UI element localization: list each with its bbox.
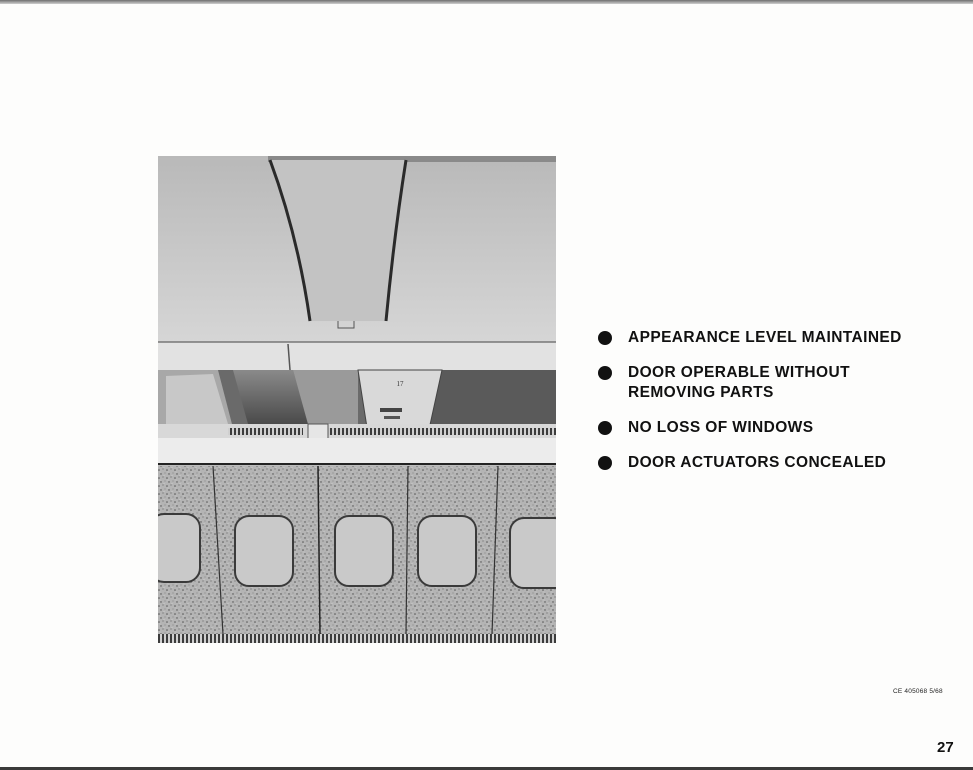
feature-item xyxy=(598,418,938,438)
feature-text: APPEARANCE LEVEL MAINTAINED xyxy=(628,329,902,346)
cabin-window xyxy=(418,516,476,586)
document-code: CE 405068 5/68 xyxy=(893,688,943,695)
page-number: 27 xyxy=(937,739,954,756)
bullet-dot-icon xyxy=(598,421,612,435)
cabin-window xyxy=(510,518,556,588)
feature-item xyxy=(598,363,938,403)
feature-text: DOOR ACTUATORS CONCEALED xyxy=(628,454,887,471)
bullet-dot-icon xyxy=(598,331,612,345)
bin-number-label: 17 xyxy=(396,380,404,388)
cabin-window xyxy=(335,516,393,586)
feature-list xyxy=(598,328,938,473)
cabin-window xyxy=(235,516,293,586)
feature-item xyxy=(598,453,938,473)
bullet-dot-icon xyxy=(598,456,612,470)
page-top-edge xyxy=(0,0,973,4)
feature-item xyxy=(598,328,938,348)
cabin-interior-photo xyxy=(158,156,556,643)
bullet-dot-icon xyxy=(598,366,612,380)
feature-text: NO LOSS OF WINDOWS xyxy=(628,419,814,436)
cabin-window xyxy=(158,514,200,582)
feature-text: DOOR OPERABLE WITHOUT REMOVING PARTS xyxy=(628,364,850,401)
